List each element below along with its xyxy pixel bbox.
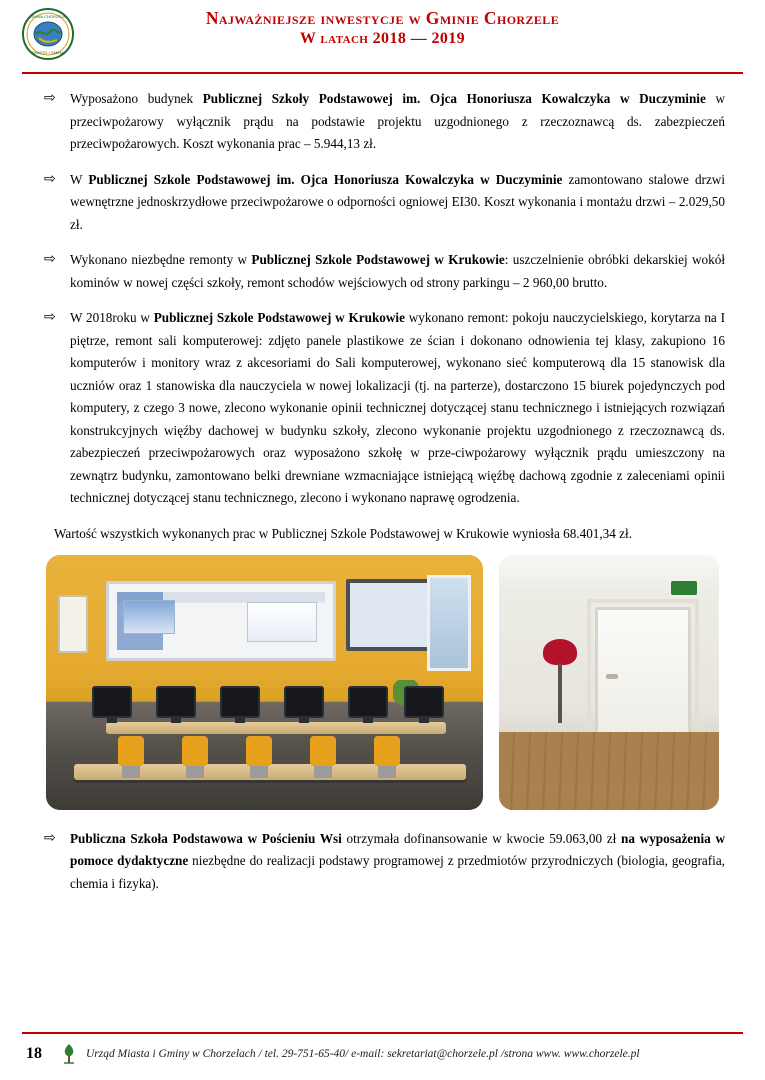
text-segment: W 2018roku w <box>70 310 154 325</box>
bullet-arrow-icon: ⇨ <box>44 91 56 106</box>
text-segment-bold: Publiczna Szkoła Podstawowa w Pościeniu Wsi <box>70 830 342 846</box>
text-segment-bold: Publicznej Szkole Podstawowej w Krukowie <box>153 310 405 325</box>
text-segment: Wykonano niezbędne remonty w <box>70 252 252 267</box>
list-item-text <box>70 169 725 237</box>
text-segment: niezbędne do realizacji podstawy programowej z przedmiotów przyrodniczych (biologia, geografia, chemia i fizyka). <box>70 853 725 891</box>
page-title <box>0 8 765 49</box>
text-segment-bold: Publicznej Szkoły Podstawowej im. Ojca Honoriusza Kowalczyka w Duczyminie <box>202 91 706 106</box>
list-item <box>40 249 725 294</box>
text-segment: W <box>70 171 89 187</box>
list-item <box>40 88 725 156</box>
list-item <box>40 169 725 237</box>
page-number: 18 <box>26 1045 42 1062</box>
svg-text:GMINA CHORZELE: GMINA CHORZELE <box>30 14 66 19</box>
text-segment: Wyposażono budynek <box>70 91 203 106</box>
page-footer <box>0 1036 765 1072</box>
text-segment: : uszczelnienie obróbki dekarskiej wokół kominów w nowej części szkoły, remont schodów wejściowych od strony parkingu – 2 960,00 brutto. <box>70 252 725 290</box>
photo-row <box>40 555 725 810</box>
text-segment-bold: Publicznej Szkole Podstawowej im. Ojca Honoriusza Kowalczyka w Duczyminie <box>88 171 563 187</box>
bullet-arrow-icon: ⇨ <box>44 830 56 846</box>
page-title-line-2: W latach 2018 — 2019 <box>299 30 466 47</box>
tree-emblem-icon <box>60 1043 78 1065</box>
page-header <box>0 0 765 66</box>
bullet-arrow-icon: ⇨ <box>44 252 56 267</box>
photo-computer-lab <box>46 555 483 810</box>
bullet-arrow-icon: ⇨ <box>44 310 56 325</box>
bullet-arrow-icon: ⇨ <box>44 171 56 187</box>
document-body <box>0 74 765 895</box>
footer-contact-text: Urząd Miasta i Gminy w Chorzelach / tel. 29-751-65-40/ e-mail: sekretariat@chorzele.pl /strona www. www.chorzele.pl <box>86 1048 640 1060</box>
text-segment-bold: na wyposażenia w pomoce dydaktyczne <box>70 830 725 868</box>
page-title-line-1: Najważniejsze inwestycje w Gminie Chorzele <box>205 8 560 28</box>
text-segment-bold: Publicznej Szkole Podstawowej w Krukowie <box>251 252 505 267</box>
text-segment: wykonano remont: pokoju nauczycielskiego, korytarza na I piętrze, remont sali komputerowej: zdjęto panele plastikowe ze ścian i dokonano odnowienia tej klasy, zakupiono 16 komputerów i monitory wraz z akcesoriami do Sali komputerowej, wykonano sieć komputerową dla 15 stanowisk dla uczniów oraz 1 stanowiska dla nauczyciela w nowej lokalizacji (tj. na parterze), dostarczono 15 biurek pojedynczych pod komputery, z czego 3 nowe, zlecono wykonanie opinii technicznej dotyczącej stanu technicznego i istniejących rozwiązań konstrukcyjnych więźby dachowej w budynku szkoły, zlecono wykonanie projektu uzgodnionego z rzeczoznawcą ds. zabezpieczeń przeciwpożarowych oraz wyposażono szkołę w prze-ciwpożarowy wyłącznik prądu umieszczony na zewnątrz budynku, zamontowano belki drewniane wzmacniające istniejącą więźbę dachową zgodnie z zaleceniami opinii technicznej dotyczącej stanu technicznego, zlecono i wykonano naprawę ogrodzenia. <box>70 310 725 505</box>
list-item-text <box>70 307 725 510</box>
footer-divider <box>22 1032 743 1034</box>
summary-text: Wartość wszystkich wykonanych prac w Publicznej Szkole Podstawowej w Krukowie wyniosła 68.401,34 zł. <box>54 525 632 541</box>
list-item-text <box>70 249 725 294</box>
text-segment: w przeciwpożarowy wyłącznik prądu na podstawie projektu uzgodnionego z rzeczoznawcą ds. zabezpieczeń przeciwpożarowych. Koszt wykonania prac – 5.944,13 zł. <box>70 91 725 151</box>
list-item-text <box>70 828 725 896</box>
svg-text:MIASTO I GMINA: MIASTO I GMINA <box>32 50 64 55</box>
list-item <box>40 828 725 896</box>
list-item <box>40 307 725 510</box>
text-segment: zamontowano stalowe drzwi wewnętrzne jednoskrzydłowe przeciwpożarowe o odporności ogniowej EI30. Koszt wykonania i montażu drzwi – 2.029,50 zł. <box>70 171 725 232</box>
list-item-text <box>70 88 725 156</box>
text-segment: otrzymała dofinansowanie w kwocie 59.063,00 zł <box>341 830 622 846</box>
gmina-chorzele-coat-of-arms-logo <box>22 8 74 60</box>
photo-corridor-door <box>499 555 719 810</box>
